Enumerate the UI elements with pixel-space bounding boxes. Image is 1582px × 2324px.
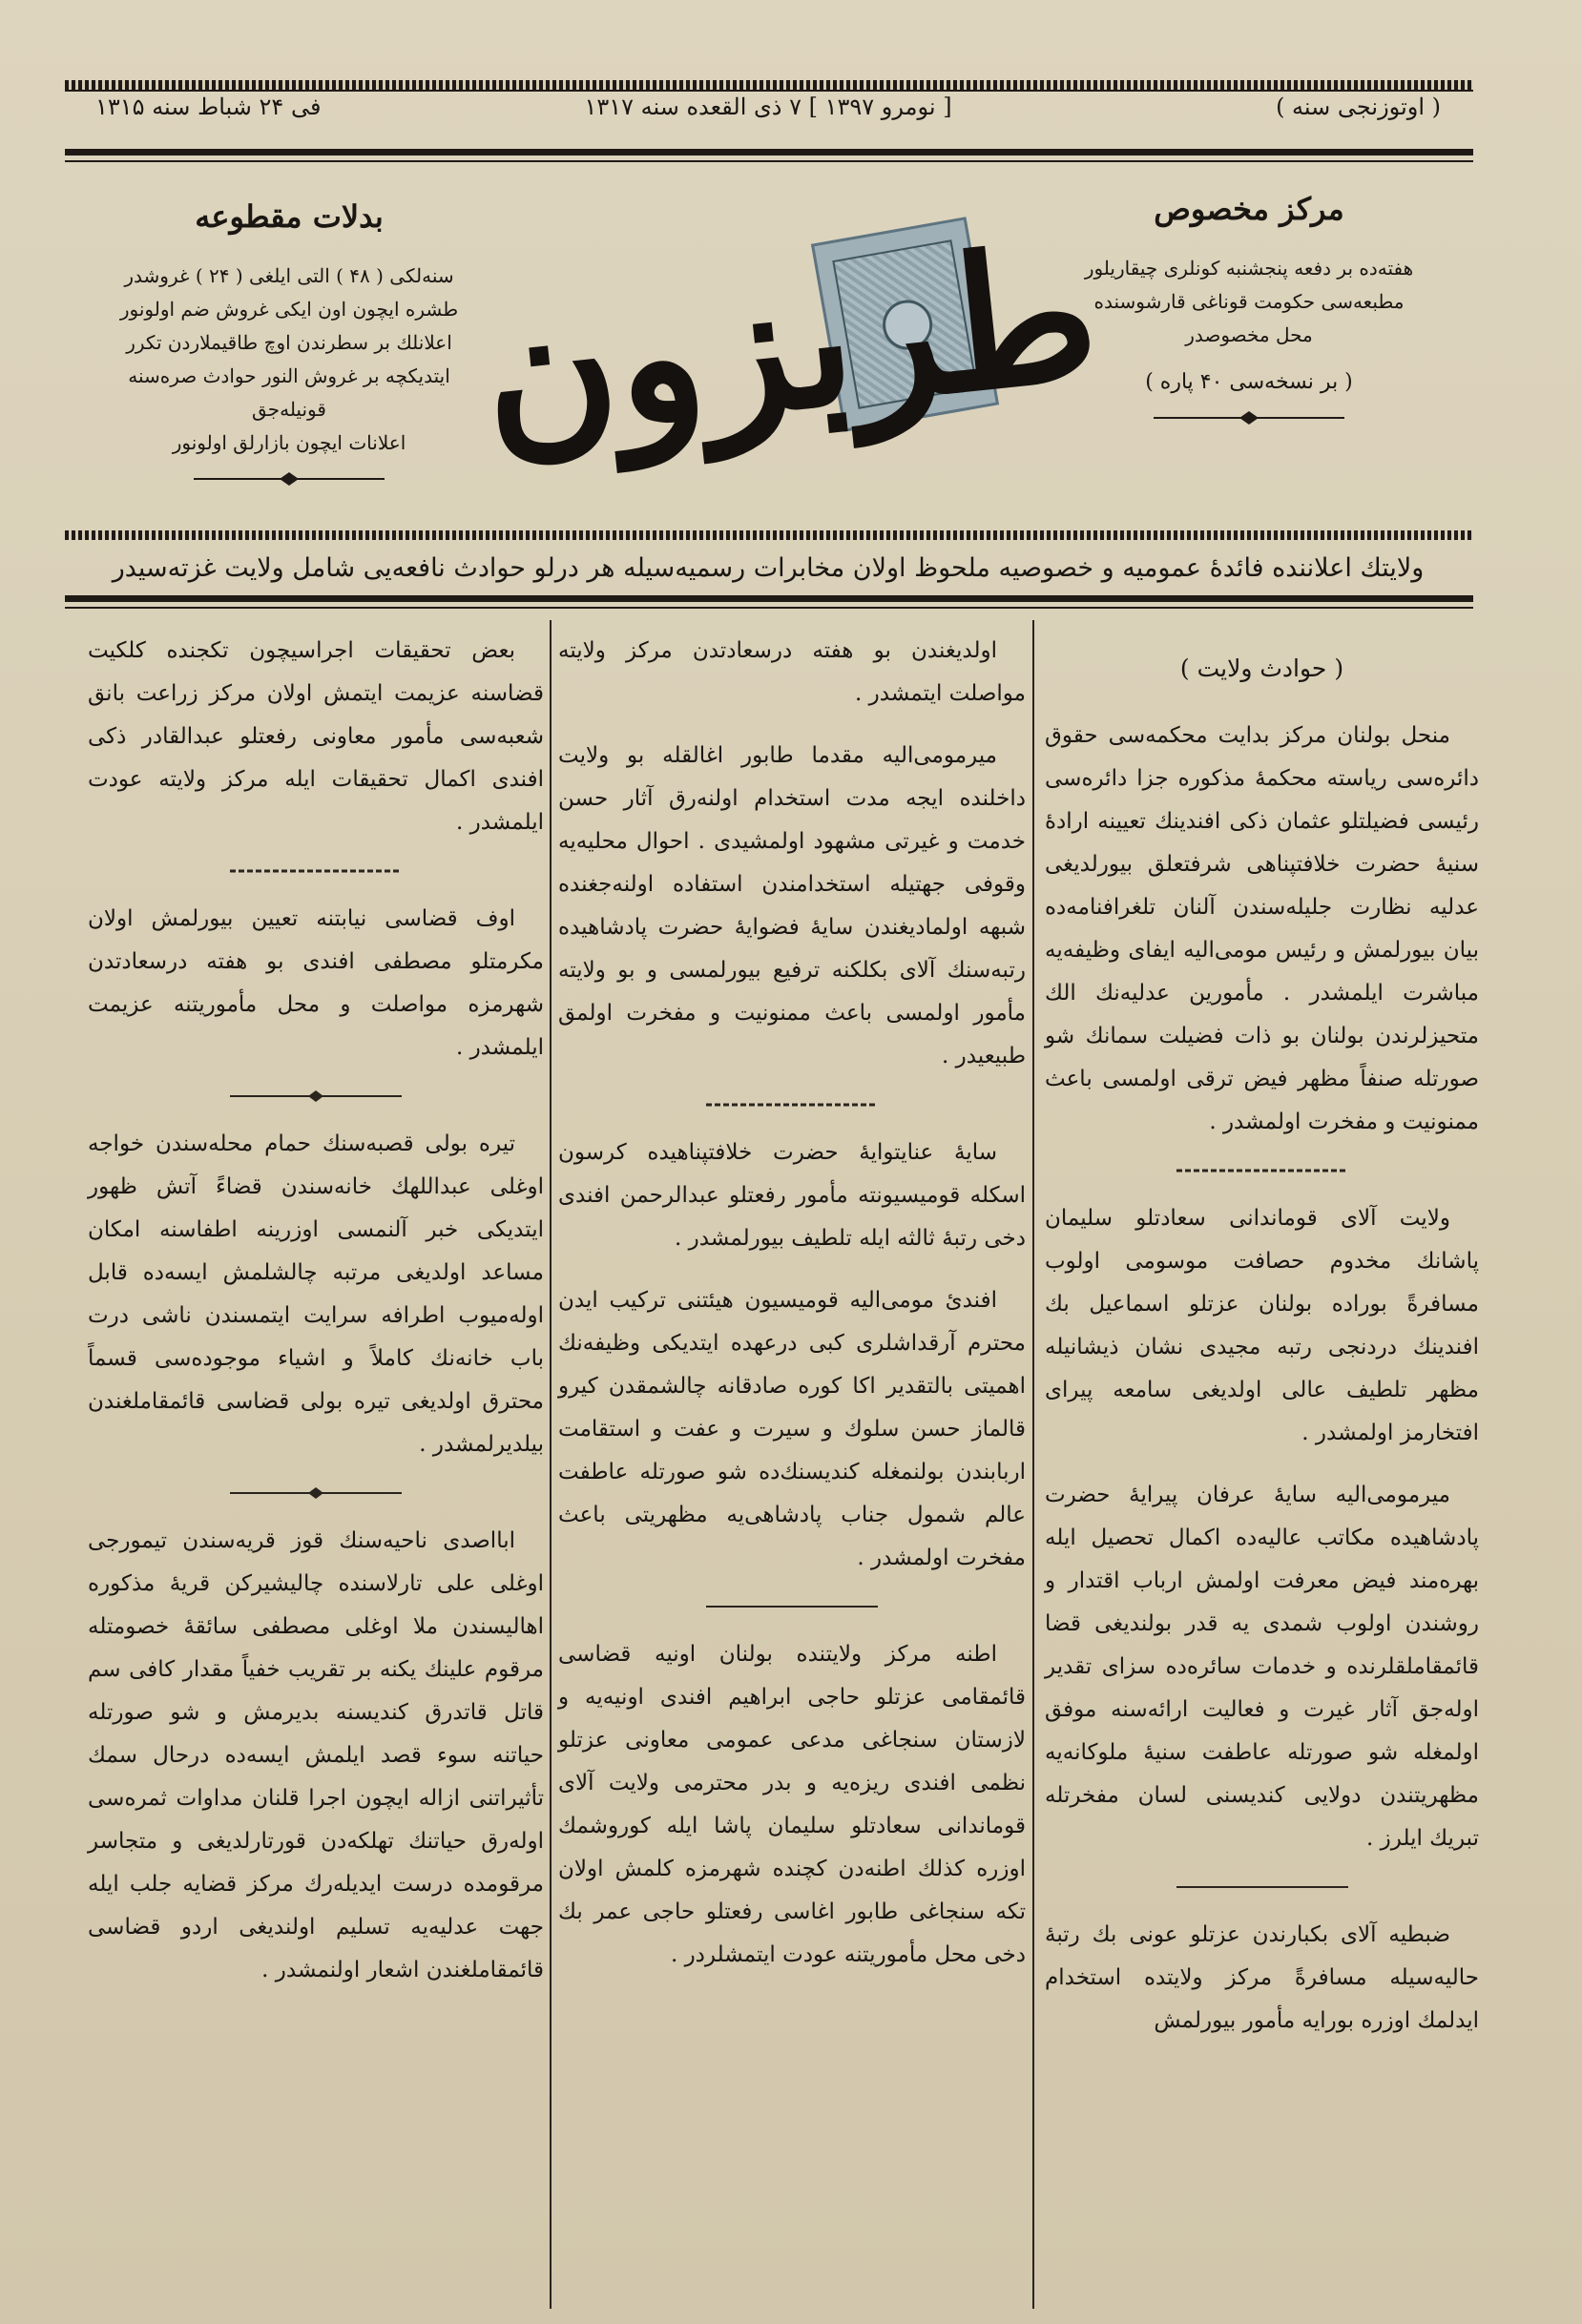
article-separator: [697, 1097, 887, 1112]
header-rule: [65, 149, 1473, 156]
article-separator: [697, 1599, 887, 1614]
column-divider: [550, 620, 552, 2309]
left-box-ornament: [184, 469, 394, 488]
article-paragraph: اولدیغندن بو هفته درسعادتدن مركز ولایته مواصلت ایتمشدر .: [558, 638, 1026, 706]
masthead-right-box: [1063, 191, 1435, 427]
article-paragraph: اوف قضاسی نیابتنه تعیین بیورلمش اولان مكرمتلو مصطفی افندی بو هفته درسعادتدن شهرمزه مواصلت و محل مأموریتنه عزیمت ایلمشدر .: [88, 906, 544, 1060]
article-paragraph: سایهٔ عنایتوایهٔ حضرت خلافتپناهیده كرسون اسكله قومیسیونته مأمور رفعتلو عبدالرحمن افندی دخی رتبهٔ ثالثه ایله تلطیف بیورلمشدر .: [558, 1140, 1026, 1251]
header-info-bar: [76, 93, 1460, 141]
article-paragraph: افندیٔ مومی‌الیه قومیسیون هیئتنی تركیب ایدن محترم آرقداشلری كبی درعهده ایتدیكی وظیفه‌نك اهمیتی بالتقدیر اكا كوره صادقانه چالشمقدن كیرو قالماز حسن سلوك و سیرت و عفت و استقامت اربابندن بولنمغله كندیسنك‌ده شو صورتله عاطفت عالم شمول جناب پادشاهی‌یه مظهریتی باعث مفخرت اولمشدر .: [558, 1288, 1026, 1570]
header-rule-thin: [65, 160, 1473, 162]
left-box-line: اعلانات ایچون بازارلق اولونور: [172, 431, 406, 454]
left-box-line: اعلانلك بر سطرندن اوچ طاقیملاردن تكرر: [126, 331, 452, 354]
article-separator: [220, 1089, 411, 1104]
article-paragraph: بعض تحقیقات اجراسیچون تكجنده كلكیت قضاسنه عزیمت ایتمش اولان مركز زراعت بانق شعبه‌سی مأمور معاونی رفعتلو عبدالقادر ذكی افندی اكمال تحقیقات ایله مركز ولایته عودت ایلمشدر .: [88, 638, 544, 835]
article-paragraph: تیره بولی قصبه‌سنك حمام محله‌سندن خواجه اوغلی عبداللهك خانه‌سندن قضاءً آتش ظهور ایتدیكی خبر آلنمسی اوزرینه اطفاسنه امكان مساعد اولدیغی مرتبه چالشلمش ایسه‌ده قابل اوله‌میوب اطرافه سرایت ایتمسندن ناشی درت باب خانه‌نك كاملاً و اشیاء موجوده‌سی قسماً محترق اولدیغی تیره بولی قضاسی قائمقاملغندن بیلدیرلمشدر .: [88, 1131, 544, 1457]
right-box-title: مركز مخصوص: [1154, 191, 1344, 227]
article-separator: [1167, 1163, 1358, 1178]
masthead-left-box: [94, 198, 485, 488]
left-box-line: طشره ایچون اون ایكی غروش ضم اولونور: [119, 298, 459, 321]
logo-text: طربزون: [472, 205, 1108, 482]
top-border-zigzag: [65, 80, 1473, 90]
article-paragraph: میرمومی‌الیه سایهٔ عرفان پیرایهٔ حضرت پادشاهیده مكاتب عالیه‌ده اكمال تحصیل ایله بهره‌مند فیض معرفت اولمش ارباب اقتدار و روشندن اولوب شمدی یه قدر بولندیغی قضا قائمقاملقلرنده و خدمات سائره‌ده سزای تقدیر اوله‌جق آثار غیرت و فعالیت ارائه‌سنه موفق اولمغله شو صورتله عاطفت سنیهٔ ملوكانه‌یه مظهریتندن دولایی كندیسنی لسان مفخرتله تبریك ایلرز .: [1045, 1483, 1479, 1851]
subtitle-bottom-rule: [65, 595, 1473, 602]
logo-area: [472, 172, 1108, 525]
column-divider: [1032, 620, 1034, 2309]
section-title: ( حوادث ولایت ): [1179, 654, 1344, 682]
column-middle: [558, 630, 1026, 1996]
article-separator: [1167, 1879, 1358, 1895]
subtitle-bottom-rule-thin: [65, 607, 1473, 609]
article-separator: [220, 863, 411, 879]
subtitle-top-border: [65, 530, 1473, 540]
right-box-line: محل مخصوصدر: [1185, 323, 1313, 346]
column-right: [1045, 630, 1479, 2062]
right-box-line: هفته‌ده بر دفعه پنجشنبه كونلری چیقاریلور: [1084, 257, 1414, 280]
header-date: فی ۲۴ شباط سنه ۱۳۱۵: [95, 93, 322, 120]
left-box-line: ایتدیكچه بر غروش النور حوادث صره‌سنه قونیله‌جق: [128, 364, 450, 421]
newspaper-logo: [472, 181, 1108, 506]
article-separator: [220, 1485, 411, 1501]
left-box-title: بدلات مقطوعه: [195, 198, 384, 235]
header-year: ( اوتوزنجی سنه ): [1276, 93, 1441, 120]
right-box-line: مطبعه‌سی حكومت قوناغی قارشوسنده: [1093, 290, 1405, 313]
right-box-ornament: [1144, 408, 1354, 427]
header-issue: [ نومرو ۱۳۹۷ ] ۷ ذی القعده سنه ۱۳۱۷: [584, 93, 952, 120]
article-paragraph: ضبطیه آلای بكبارندن عزتلو عونی بك رتبهٔ حالیه‌سیله مسافرةً مركز ولایتده استخدام ایدلمك اوزره بورایه مأمور بیورلمش: [1045, 1922, 1479, 2033]
top-rule: [65, 90, 1473, 92]
article-paragraph: منحل بولنان مركز بدایت محكمه‌سی حقوق دائره‌سی ریاسته محكمهٔ مذكوره جزا دائره‌سی رئیسی فضیلتلو عثمان ذكی افندینك تعیینه ارادهٔ سنیهٔ حضرت خلافتپناهی شرفتعلق بیورلدیغی عدلیه نظارت جلیله‌سندن آلنان تلغرافنامه‌ده بیان بیورلمش و رئیس مومی‌الیه ایفای وظیفه‌یه مباشرت ایلمشدر . مأمورین عدلیه‌نك الك متحیزلرندن بولنان بو ذات فضیلت سمانك شو صورتله صنفاً مظهر فیض ترقی اولمسی باعث ممنونیت و مفخرت اولمشدر .: [1045, 723, 1479, 1134]
right-box-price: ( بر نسخه‌سی ۴۰ پاره ): [1145, 370, 1353, 394]
article-paragraph: اطنه مركز ولایتنده بولنان اونیه قضاسی قائمقامی عزتلو حاجی ابراهیم افندی اونیه‌یه و لازستان سنجاغی مدعی عمومی معاونی عزتلو نظمی افندی ریزه‌یه و بدر محترمی ولایت آلای قوماندانی سعادتلو سلیمان پاشا ایله كوروشمك اوزره كذلك اطنه‌دن كچنده شهرمزه كلمش اولان تكه سنجاغی طابور اغاسی رفعتلو حاجی عمر بك دخی محل مأموریتنه عودت ایتمشلردر .: [558, 1642, 1026, 1967]
column-left: [88, 630, 544, 2011]
masthead-subtitle: ولایتك اعلاننده فائدهٔ عمومیه و خصوصیه ملحوظ اولان مخابرات رسمیه‌سیله هر درلو حوادث نافعه‌یی شامل ولایت غزته‌سیدر: [112, 553, 1425, 583]
article-paragraph: میرمومی‌الیه مقدما طابور اغالقله بو ولایت داخلنده ایجه مدت استخدام اولنه‌رق آثار حسن خدمت و غیرتی مشهود اولمشیدی . احوال محلیه‌یه وقوفی جهتیله استخدامندن استفاده اولنه‌جغنده شبهه اولمادیغندن سایهٔ فضوایهٔ حضرت پادشاهیده رتبه‌سنك آلای بكلكنه ترفیع بیورلمسی و بو ولایته مأمور اولمسی باعث ممنونیت و مفخرت اولمق طبیعیدر .: [558, 743, 1026, 1069]
masthead: [65, 172, 1473, 525]
article-paragraph: ابااصدی ناحیه‌سنك قوز قریه‌سندن تیمورجی اوغلی علی تارلاسنده چالیشیركن قریهٔ مذكوره اهالیسندن ملا اوغلی مصطفی سائقهٔ خصومتله مرقوم علینك یكنه بر تقریب خفیاً مقدار كافی سم قاتل قاتدرق كندیسنه بدیرمش و شو صورتله حیاتنه سوء قصد ایلمش ایسه‌ده درحال سمك تأثیراتنی ازاله ایچون اجرا قلنان مداوات ثمره‌سی اوله‌رق حیاتنك تهلكه‌دن قورتارلدیغی و متجاسر مرقومده درست ایدیله‌رك مركز قضایه جلب ایله جهت عدلیه‌یه تسلیم اولندیغی اردو قضاسی قائمقاملغندن اشعار اولنمشدر .: [88, 1528, 544, 1982]
article-paragraph: ولایت آلای قوماندانی سعادتلو سلیمان پاشانك مخدوم حصافت موسومی اولوب مسافرةً بوراده بولنان عزتلو اسماعیل بك افندینك دردنجی رتبه مجیدی نشان ذیشانیله مظهر تلطیف عالی اولدیغی سامعه پیرای افتخارمز اولمشدر .: [1045, 1206, 1479, 1445]
left-box-line: سنه‌لكی ( ۴۸ ) التی ایلغی ( ۲۴ ) غروشدر: [124, 264, 454, 287]
